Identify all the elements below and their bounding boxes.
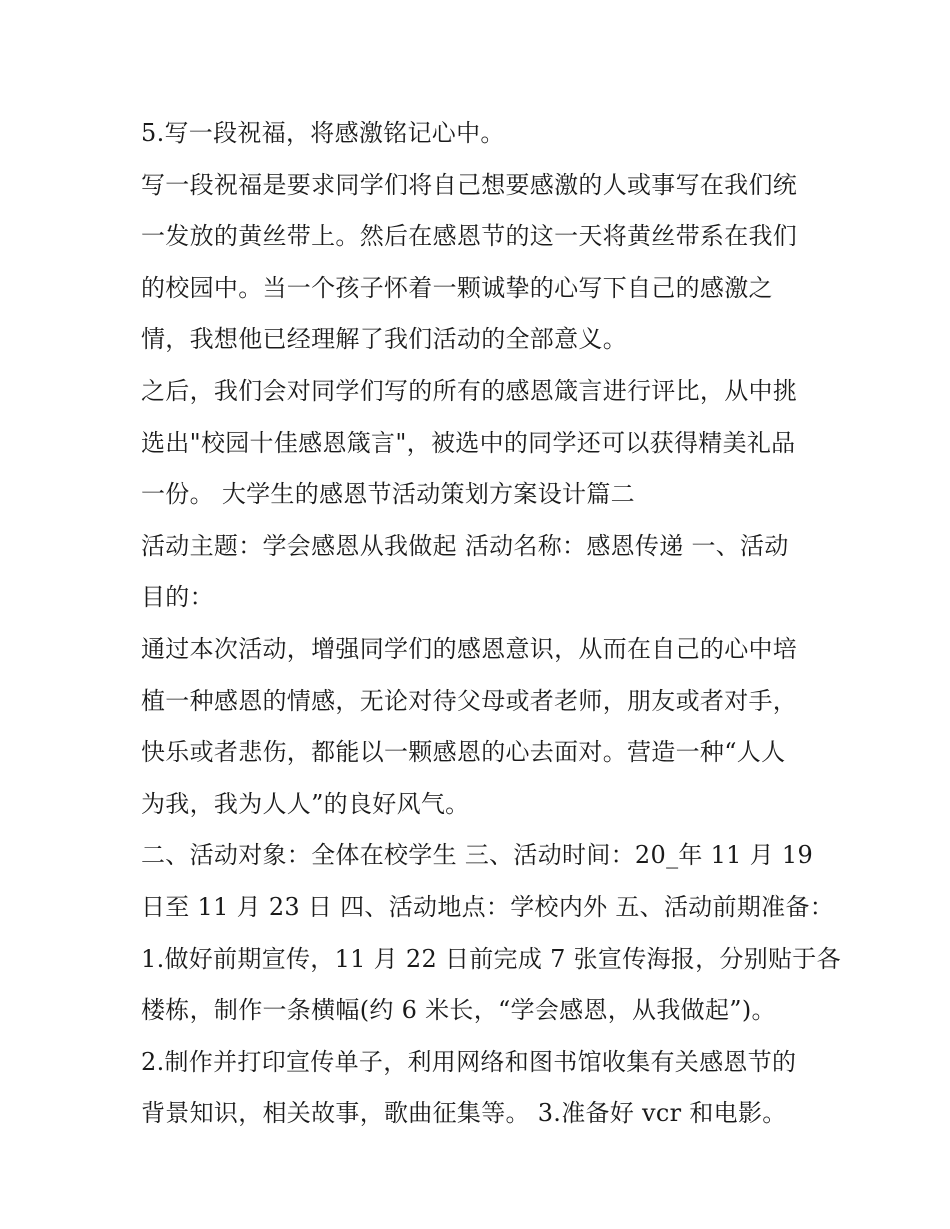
text-line: 日至 11 月 23 日 四、活动地点：学校内外 五、活动前期准备： [141,892,835,921]
text-line: 目的： [141,583,214,612]
text-line: 一发放的黄丝带上。然后在感恩节的这一天将黄丝带系在我们 [141,222,798,251]
text-line: 5.写一段祝福，将感激铭记心中。 [141,119,505,147]
text-line: 楼栋，制作一条横幅(约 6 米长，“学会感恩，从我做起”)。 [141,996,776,1025]
text-line: 的校园中。当一个孩子怀着一颗诚挚的心写下自己的感激之 [141,273,773,302]
text-line: 写一段祝福是要求同学们将自己想要感激的人或事写在我们统 [141,170,798,199]
text-line: 2.制作并打印宣传单子，利用网络和图书馆收集有关感恩节的 [141,1047,797,1076]
text-line: 之后，我们会对同学们写的所有的感恩箴言进行评比，从中挑 [141,376,798,405]
text-line: 情，我想他已经理解了我们活动的全部意义。 [141,325,627,354]
text-line: 二、活动对象：全体在校学生 三、活动时间：20_年 11 月 19 [141,841,814,870]
text-line: 快乐或者悲伤，都能以一颗感恩的心去面对。营造一种“人人 [141,738,786,767]
text-line: 1.做好前期宣传，11 月 22 日前完成 7 张宣传海报，分别贴于各 [141,944,841,973]
text-line: 一份。 大学生的感恩节活动策划方案设计篇二 [141,480,635,509]
text-line: 通过本次活动，增强同学们的感恩意识，从而在自己的心中培 [141,634,798,663]
text-line: 植一种感恩的情感，无论对待父母或者老师，朋友或者对手， [141,686,798,715]
document-body [141,108,841,1140]
text-line: 为我，我为人人”的良好风气。 [141,789,470,818]
text-line: 背景知识，相关故事，歌曲征集等。 3.准备好 vcr 和电影。 [141,1099,787,1128]
text-line: 选出"校园十佳感恩箴言"，被选中的同学还可以获得精美礼品 [141,428,796,457]
text-line: 活动主题：学会感恩从我做起 活动名称：感恩传递 一、活动 [141,531,789,560]
